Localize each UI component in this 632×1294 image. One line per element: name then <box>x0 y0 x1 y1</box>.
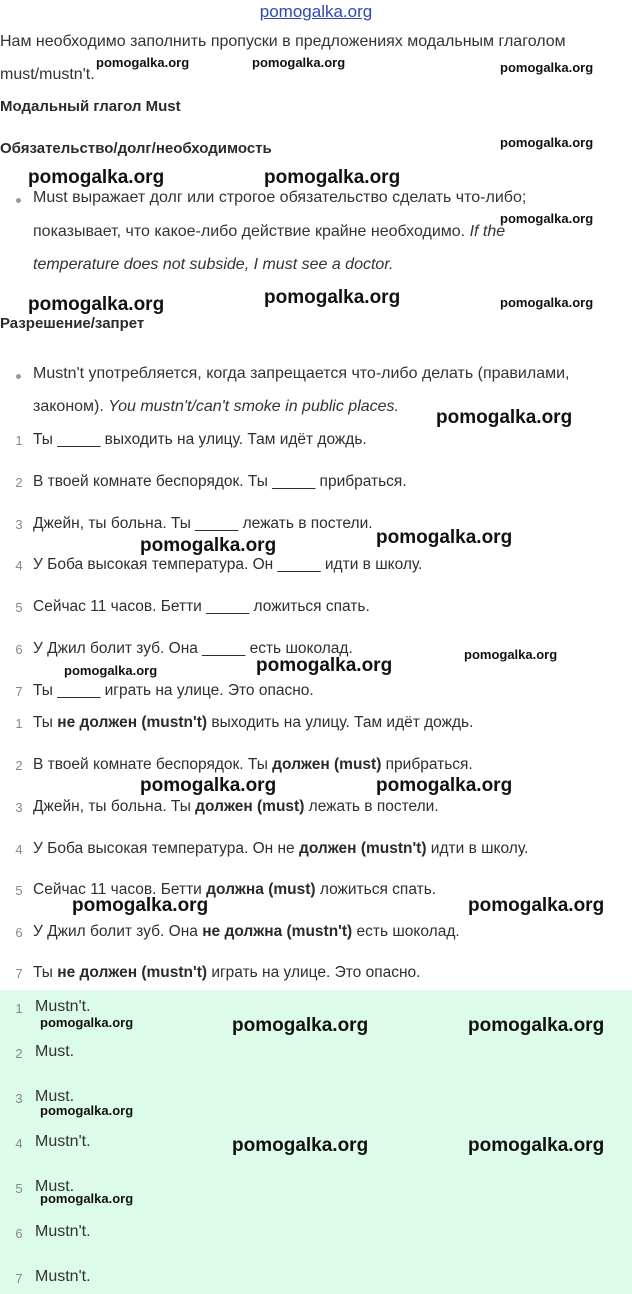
translation-text: играть на улице. Это опасно. <box>207 964 421 981</box>
exercise-number: 2 <box>15 475 23 490</box>
translation-text: Сейчас 11 часов. Бетти <box>33 881 207 898</box>
translation-text: Ты <box>33 714 58 731</box>
translation-text: есть шоколад. <box>352 923 460 940</box>
watermark: pomogalka.org <box>72 895 209 916</box>
rule2-line-2-text: законом). <box>33 398 104 415</box>
translation-item <box>33 714 473 732</box>
answer-item: Must. <box>35 1043 75 1060</box>
exercise-item: У Боба высокая температура. Он _____ идти в школу. <box>33 556 423 573</box>
heading-permission: Разрешение/запрет <box>0 315 145 332</box>
answer-number: 3 <box>15 1091 23 1106</box>
answer-number: 1 <box>15 1001 23 1016</box>
exercise-number: 3 <box>15 517 23 532</box>
rule2-example: You mustn't/can't smoke in public places. <box>108 398 399 415</box>
rule2-line-1: Mustn't употребляется, когда запрещается что-либо делать (правилами, <box>33 365 570 382</box>
watermark: pomogalka.org <box>464 647 558 662</box>
watermark: pomogalka.org <box>468 1015 605 1036</box>
answer-item: Must. <box>35 1178 75 1195</box>
translation-text: У Джил болит зуб. Она <box>33 923 203 940</box>
rule2-line-2 <box>33 398 399 416</box>
watermark: pomogalka.org <box>468 1135 605 1156</box>
watermark: pomogalka.org <box>40 1015 134 1030</box>
intro-line-2: must/mustn't. <box>0 66 95 83</box>
translation-text: идти в школу. <box>426 840 529 857</box>
rule1-line-2 <box>33 223 505 241</box>
answer-item: Mustn't. <box>35 1268 91 1285</box>
translation-item <box>33 923 460 941</box>
translation-item <box>33 798 439 816</box>
watermark: pomogalka.org <box>500 211 594 226</box>
translation-number: 7 <box>15 966 23 981</box>
heading-modal-must: Модальный глагол Must <box>0 98 181 115</box>
translation-item <box>33 964 420 982</box>
watermark: pomogalka.org <box>500 60 594 75</box>
watermark: pomogalka.org <box>140 535 277 556</box>
translation-text: В твоей комнате беспорядок. Ты <box>33 756 273 773</box>
watermark: pomogalka.org <box>28 167 165 188</box>
rule1-example-start: If the <box>469 223 506 240</box>
answer-item: Mustn't. <box>35 998 91 1015</box>
answer-number: 2 <box>15 1046 23 1061</box>
translation-modal: не должен (mustn't) <box>57 964 208 981</box>
exercise-number: 1 <box>15 433 23 448</box>
translation-text: Ты <box>33 964 58 981</box>
watermark: pomogalka.org <box>376 775 513 796</box>
watermark: pomogalka.org <box>140 775 277 796</box>
translation-number: 2 <box>15 758 23 773</box>
translation-number: 4 <box>15 842 23 857</box>
translation-text: прибраться. <box>381 756 473 773</box>
exercise-number: 7 <box>15 684 23 699</box>
translation-number: 1 <box>15 716 23 731</box>
watermark: pomogalka.org <box>264 167 401 188</box>
intro-line-1: Нам необходимо заполнить пропуски в предложениях модальным глаголом <box>0 33 566 50</box>
rule1-line-2-text: показывает, что какое-либо действие крайне необходимо. <box>33 223 466 240</box>
exercise-item: Ты _____ играть на улице. Это опасно. <box>33 682 314 699</box>
answer-item: Mustn't. <box>35 1223 91 1240</box>
exercise-number: 5 <box>15 600 23 615</box>
translation-number: 5 <box>15 883 23 898</box>
translation-modal: не должна (mustn't) <box>202 923 353 940</box>
rule1-example-end: temperature does not subside, I must see a doctor. <box>33 256 394 273</box>
exercise-item: Сейчас 11 часов. Бетти _____ ложиться спать. <box>33 598 370 615</box>
translation-modal: должен (must) <box>195 798 305 815</box>
watermark: pomogalka.org <box>436 407 573 428</box>
translation-number: 3 <box>15 800 23 815</box>
translation-item <box>33 840 528 858</box>
exercise-item: Ты _____ выходить на улицу. Там идёт дождь. <box>33 431 367 448</box>
answer-number: 5 <box>15 1181 23 1196</box>
watermark: pomogalka.org <box>256 655 393 676</box>
answer-number: 6 <box>15 1226 23 1241</box>
translation-text: ложиться спать. <box>315 881 437 898</box>
watermark: pomogalka.org <box>96 55 190 70</box>
translation-number: 6 <box>15 925 23 940</box>
watermark: pomogalka.org <box>40 1103 134 1118</box>
answer-number: 7 <box>15 1271 23 1286</box>
watermark: pomogalka.org <box>376 527 513 548</box>
watermark: pomogalka.org <box>252 55 346 70</box>
heading-obligation: Обязательство/долг/необходимость <box>0 140 272 157</box>
exercise-item: У Джил болит зуб. Она _____ есть шоколад. <box>33 640 353 657</box>
exercise-number: 4 <box>15 558 23 573</box>
watermark: pomogalka.org <box>232 1135 369 1156</box>
translation-text: У Боба высокая температура. Он не <box>33 840 299 857</box>
translation-text: лежать в постели. <box>304 798 439 815</box>
watermark: pomogalka.org <box>500 295 594 310</box>
exercise-item: Джейн, ты больна. Ты _____ лежать в постели. <box>33 515 373 532</box>
watermark: pomogalka.org <box>500 135 594 150</box>
watermark: pomogalka.org <box>264 287 401 308</box>
translation-modal: не должен (mustn't) <box>57 714 208 731</box>
translation-modal: должен (mustn't) <box>298 840 427 857</box>
bullet-icon <box>16 374 21 379</box>
site-title-link[interactable]: pomogalka.org <box>259 2 373 21</box>
answer-item: Must. <box>35 1088 75 1105</box>
watermark: pomogalka.org <box>232 1015 369 1036</box>
translation-modal: должна (must) <box>206 881 316 898</box>
exercise-item: В твоей комнате беспорядок. Ты _____ прибраться. <box>33 473 407 490</box>
translation-text: Джейн, ты больна. Ты <box>33 798 196 815</box>
watermark: pomogalka.org <box>468 895 605 916</box>
translation-modal: должен (must) <box>272 756 382 773</box>
rule1-line-1: Must выражает долг или строгое обязательство сделать что-либо; <box>33 189 527 206</box>
exercise-number: 6 <box>15 642 23 657</box>
translation-item <box>33 756 473 774</box>
watermark: pomogalka.org <box>64 663 158 678</box>
watermark: pomogalka.org <box>40 1191 134 1206</box>
answer-item: Mustn't. <box>35 1133 91 1150</box>
translation-text: выходить на улицу. Там идёт дождь. <box>207 714 474 731</box>
answer-number: 4 <box>15 1136 23 1151</box>
watermark: pomogalka.org <box>28 294 165 315</box>
bullet-icon <box>16 198 21 203</box>
